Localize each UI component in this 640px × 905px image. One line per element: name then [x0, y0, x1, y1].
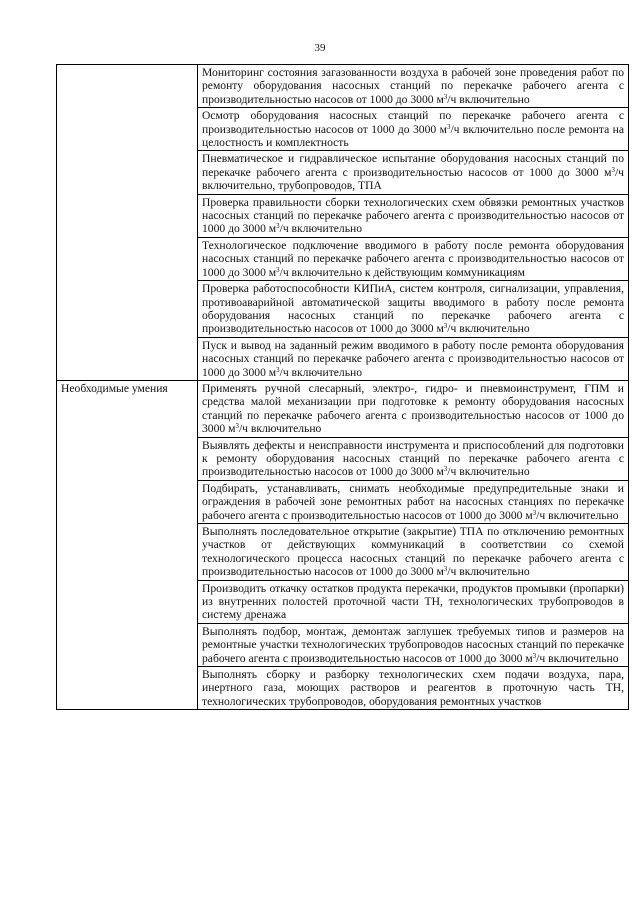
- table-cell: Производить откачку остатков продукта перекачки, продуктов промывки (пропарки) из внутренних полостей проточной части ТН, технологических трубопроводов в систему дренажа: [198, 580, 629, 623]
- table-cell: Применять ручной слесарный, электро-, гидро- и пневмоинструмент, ГПМ и средства малой механизации при подготовке к ремонту оборудования насосных станций по перекачке рабочего агента с производительностью насосов от 1000 до 3000 $м^3/ч$ включительно: [198, 380, 629, 437]
- requirements-table: [56, 64, 629, 710]
- table-cell: Выполнять последовательное открытие (закрытие) ТПА по отключению ремонтных участков от действующих коммуникаций в соответствии со схемой технологического процесса насосных станций по перекачке рабочего агента с производительностью насосов от 1000 до 3000 $м^3/ч$ включительно: [198, 524, 629, 581]
- table-cell: Мониторинг состояния загазованности воздуха в рабочей зоне проведения работ по ремонту оборудования насосных станций по перекачке рабочего агента с производительностью насосов от 1000 до 3000 $м^3/ч$ включительно: [198, 65, 629, 108]
- table-row: [57, 65, 629, 108]
- table-cell: Выявлять дефекты и неисправности инструмента и приспособлений для подготовки к ремонту оборудования насосных станций по перекачке рабочего агента с производительностью насосов от 1000 до 3000 $м^3/ч$ включительно: [198, 437, 629, 480]
- table-cell: Выполнять сборку и разборку технологических схем подачи воздуха, пара, инертного газа, моющих растворов и реагентов в проточную часть ТН, технологических трубопроводов, оборудования ремонтных участков: [198, 667, 629, 710]
- table-cell: Пуск и вывод на заданный режим вводимого в работу после ремонта оборудования насосных станций по перекачке рабочего агента с производительностью насосов от 1000 до 3000 $м^3/ч$ включительно: [198, 337, 629, 380]
- table-cell: Проверка правильности сборки технологических схем обвязки ремонтных участков насосных станций по перекачке рабочего агента с производительностью насосов от 1000 до 3000 $м^3/ч$ включительно: [198, 194, 629, 237]
- table-cell: Осмотр оборудования насосных станций по перекачке рабочего агента с производительностью насосов от 1000 до 3000 $м^3/ч$ включительно после ремонта на целостность и комплектность: [198, 108, 629, 151]
- table-cell: Технологическое подключение вводимого в работу после ремонта оборудования насосных станций по перекачке рабочего агента с производительностью насосов от 1000 до 3000 $м^3/ч$ включительно к действующим коммуникациям: [198, 237, 629, 280]
- page-number: 39: [314, 42, 326, 54]
- table-row: [57, 380, 629, 437]
- table-cell: Проверка работоспособности КИПиА, систем контроля, сигнализации, управления, противоаварийной автоматической защиты вводимого в работу после ремонта оборудования насосных станций по перекачке рабочего агента с производительностью насосов от 1000 до 3000 $м^3/ч$ включительно: [198, 281, 629, 338]
- section-label: [57, 65, 198, 381]
- table-cell: Пневматическое и гидравлическое испытание оборудования насосных станций по перекачке рабочего агента с производительностью насосов от 1000 до 3000 $м^3/ч$ включительно, трубопроводов, ТПА: [198, 151, 629, 194]
- table-cell: Выполнять подбор, монтаж, демонтаж заглушек требуемых типов и размеров на ремонтные участки технологических трубопроводов насосных станций по перекачке рабочего агента с производительностью насосов от 1000 до 3000 $м^3/ч$ включительно: [198, 623, 629, 666]
- table-cell: Подбирать, устанавливать, снимать необходимые предупредительные знаки и ограждения в рабочей зоне ремонтных работ на насосных станциях по перекачке рабочего агента с производительностью насосов от 1000 до 3000 $м^3/ч$ включительно: [198, 480, 629, 523]
- section-label: Необходимые умения: [57, 380, 198, 709]
